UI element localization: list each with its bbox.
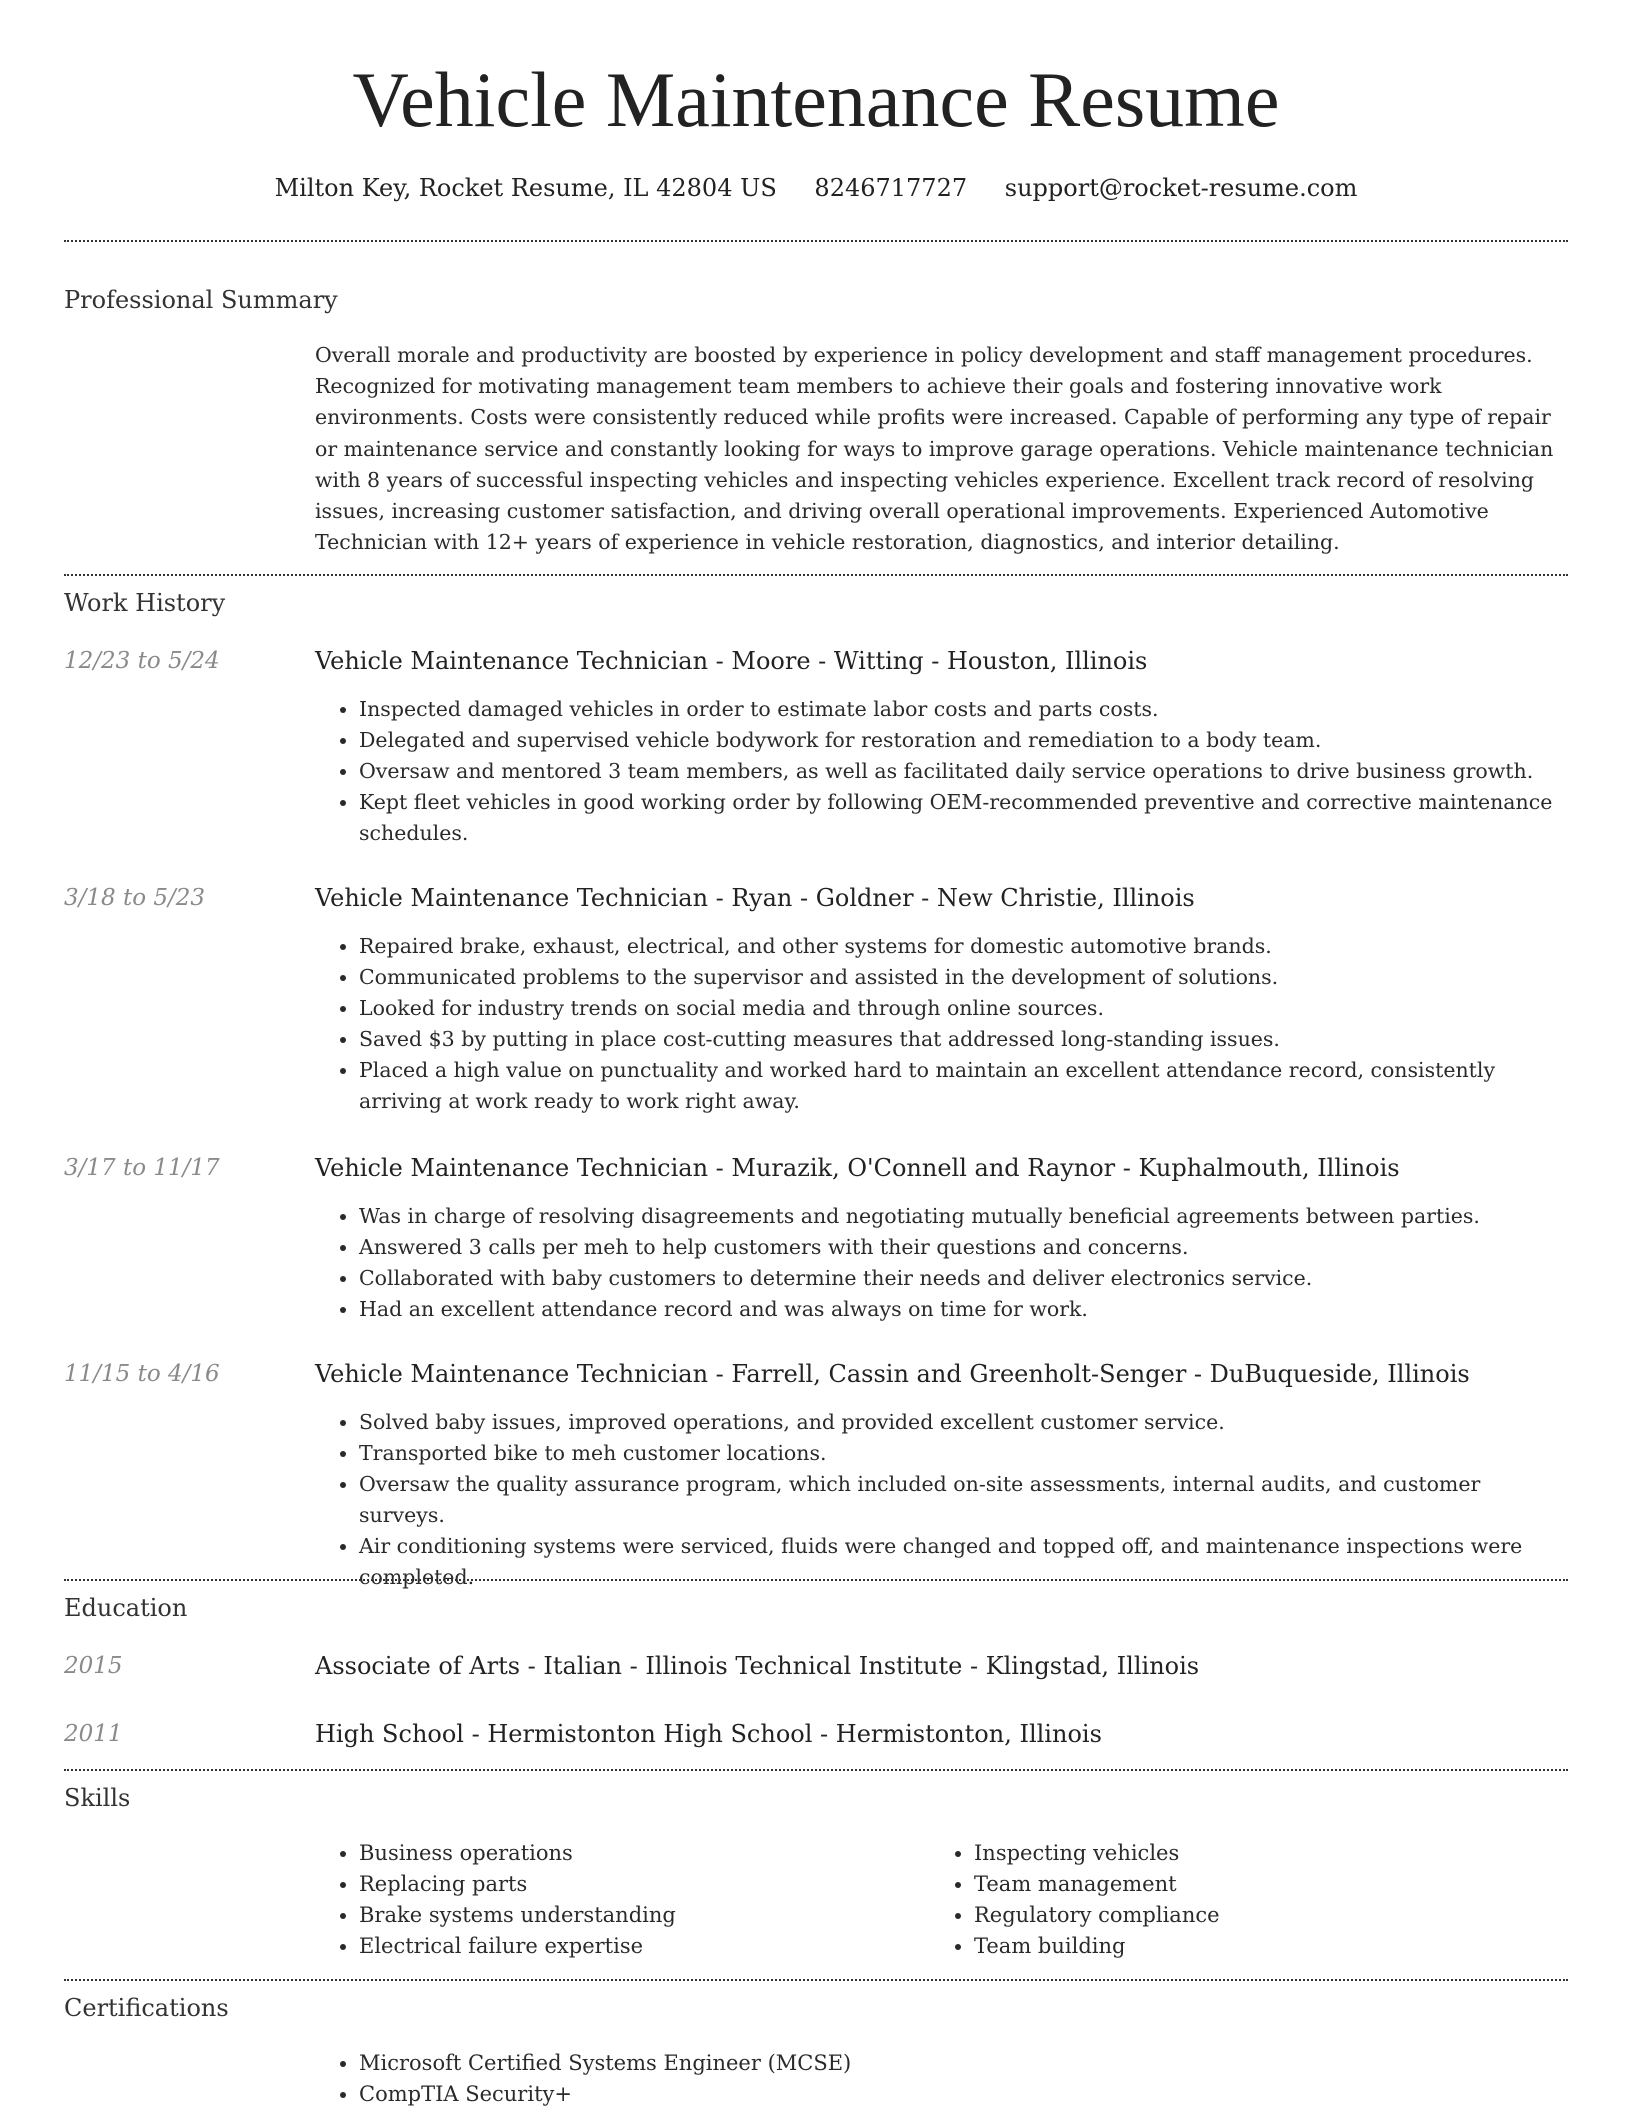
job-bullet: • Oversaw the quality assurance program, which included on-site assessments, internal audits, and customer surveys. <box>359 1469 1568 1531</box>
skill-item: • Team building <box>974 1931 1530 1962</box>
skill-item: • Regulatory compliance <box>974 1900 1530 1931</box>
job-bullet-list <box>315 1201 1568 1325</box>
job-bullet: • Oversaw and mentored 3 team members, as well as facilitated daily service operations to drive business growth. <box>359 756 1568 787</box>
job-title: Vehicle Maintenance Technician - Farrell, Cassin and Greenholt-Senger - DuBuqueside, Illinois <box>315 1360 1470 1388</box>
section-title-education: Education <box>64 1594 188 1622</box>
contact-address: Milton Key, Rocket Resume, IL 42804 US <box>274 174 777 202</box>
section-title-summary: Professional Summary <box>64 286 338 314</box>
job-bullet: • Communicated problems to the supervisor and assisted in the development of solutions. <box>359 962 1568 993</box>
job-bullet: • Had an excellent attendance record and was always on time for work. <box>359 1294 1568 1325</box>
job-bullet: • Inspected damaged vehicles in order to estimate labor costs and parts costs. <box>359 694 1568 725</box>
skills-list-left <box>315 1838 915 1962</box>
job-bullet-list <box>315 694 1568 849</box>
section-title-skills: Skills <box>64 1784 131 1812</box>
job-dates: 3/17 to 11/17 <box>64 1155 220 1181</box>
contact-phone: 8246717727 <box>814 174 968 202</box>
education-entry: High School - Hermistonton High School - Hermistonton, Illinois <box>315 1720 1102 1748</box>
job-bullet: • Solved baby issues, improved operations, and provided excellent customer service. <box>359 1407 1568 1438</box>
job-bullet-list <box>315 1407 1568 1593</box>
certification-item: • Microsoft Certified Systems Engineer (MCSE) <box>359 2048 1215 2079</box>
education-year: 2011 <box>64 1721 123 1747</box>
divider <box>64 1979 1568 1981</box>
job-bullet: • Repaired brake, exhaust, electrical, and other systems for domestic automotive brands. <box>359 931 1568 962</box>
job-bullet: • Kept fleet vehicles in good working order by following OEM-recommended preventive and corrective maintenance schedules. <box>359 787 1568 849</box>
job-bullet-list <box>315 931 1568 1117</box>
job-title: Vehicle Maintenance Technician - Moore - Witting - Houston, Illinois <box>315 647 1148 675</box>
job-title: Vehicle Maintenance Technician - Ryan - Goldner - New Christie, Illinois <box>315 884 1195 912</box>
skills-list-right <box>930 1838 1530 1962</box>
job-bullet: • Collaborated with baby customers to determine their needs and deliver electronics service. <box>359 1263 1568 1294</box>
job-bullet: • Answered 3 calls per meh to help customers with their questions and concerns. <box>359 1232 1568 1263</box>
skill-item: • Replacing parts <box>359 1869 915 1900</box>
section-title-certifications: Certifications <box>64 1994 229 2022</box>
skill-item: • Team management <box>974 1869 1530 1900</box>
skill-item: • Electrical failure expertise <box>359 1931 915 1962</box>
summary-text: Overall morale and productivity are boosted by experience in policy development and staff management procedures. Recognized for motivating management team members to achieve their goals and fostering innovative work environments. Costs were consistently reduced while profits were increased. Capable of performing any type of repair or maintenance service and constantly looking for ways to improve garage operations. Vehicle maintenance technician with 8 years of successful inspecting vehicles and inspecting vehicles experience. Excellent track record of resolving issues, increasing customer satisfaction, and driving overall operational improvements. Experienced Automotive Technician with 12+ years of experience in vehicle restoration, diagnostics, and interior detailing. <box>315 343 1554 555</box>
job-dates: 12/23 to 5/24 <box>64 648 220 674</box>
job-bullet: • Placed a high value on punctuality and worked hard to maintain an excellent attendance record, consistently arriving at work ready to work right away. <box>359 1055 1568 1117</box>
skill-item: • Inspecting vehicles <box>974 1838 1530 1869</box>
divider <box>64 240 1568 242</box>
job-dates: 11/15 to 4/16 <box>64 1361 220 1387</box>
contact-line <box>0 172 1632 204</box>
certifications-list <box>315 2048 1215 2110</box>
resume-title: Vehicle Maintenance Resume <box>352 56 1280 143</box>
certification-item: • CompTIA Security+ <box>359 2079 1215 2110</box>
job-bullet: • Delegated and supervised vehicle bodywork for restoration and remediation to a body team. <box>359 725 1568 756</box>
divider <box>64 1769 1568 1771</box>
skill-item: • Brake systems understanding <box>359 1900 915 1931</box>
job-bullet: • Looked for industry trends on social media and through online sources. <box>359 993 1568 1024</box>
education-year: 2015 <box>64 1653 123 1679</box>
divider <box>64 574 1568 576</box>
divider <box>64 1579 1568 1581</box>
job-title: Vehicle Maintenance Technician - Murazik, O'Connell and Raynor - Kuphalmouth, Illinois <box>315 1154 1400 1182</box>
job-bullet: • Saved $3 by putting in place cost-cutting measures that addressed long-standing issues. <box>359 1024 1568 1055</box>
job-bullet: • Air conditioning systems were serviced, fluids were changed and topped off, and maintenance inspections were completed. <box>359 1531 1568 1593</box>
section-title-work-history: Work History <box>64 589 226 617</box>
skill-item: • Business operations <box>359 1838 915 1869</box>
job-bullet: • Was in charge of resolving disagreements and negotiating mutually beneficial agreements between parties. <box>359 1201 1568 1232</box>
contact-email: support@rocket-resume.com <box>1004 174 1358 202</box>
job-bullet: • Transported bike to meh customer locations. <box>359 1438 1568 1469</box>
education-entry: Associate of Arts - Italian - Illinois Technical Institute - Klingstad, Illinois <box>315 1652 1200 1680</box>
job-dates: 3/18 to 5/23 <box>64 885 206 911</box>
